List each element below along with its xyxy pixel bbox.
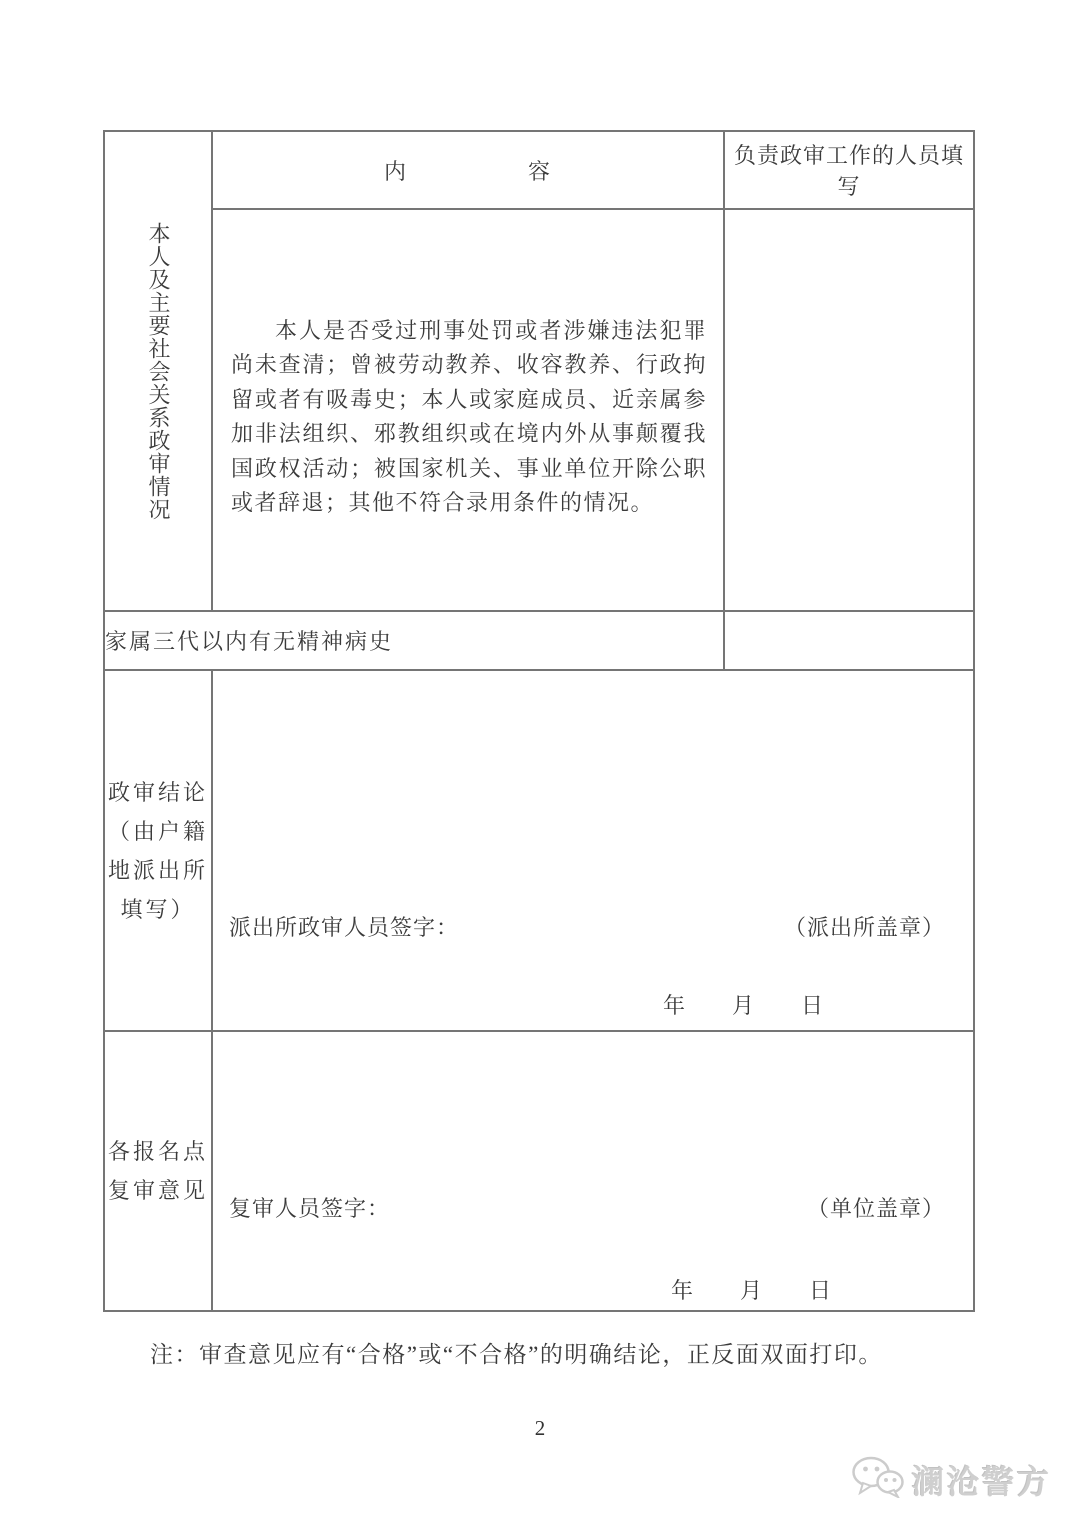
cell-review-side-label: [104, 1031, 212, 1311]
police-seal-label: （派出所盖章）: [783, 915, 945, 940]
cell-personal-side-label: [104, 131, 212, 611]
cell-header-right: [724, 131, 974, 209]
family-history-label: 家属三代以内有无精神病史: [105, 629, 394, 654]
review-side-label: 各报名点 复审意见: [107, 1139, 208, 1203]
watermark: [852, 1456, 1052, 1503]
conclusion-side-label: 政审结论 （由户籍 地派出所 填写）: [107, 779, 208, 922]
personal-review-paragraph: 本人是否受过刑事处罚或者涉嫌违法犯罪尚未查清；曾被劳动教养、收容教养、行政拘留或者有吸毒史；本人或家庭成员、近亲属参加非法组织、邪教组织或在境内外从事颠覆我国政权活动；被国家机关、事业单位开除公职或者辞退；其他不符合录用条件的情况。: [231, 317, 707, 515]
cell-personal-paragraph: [212, 209, 724, 611]
unit-seal-label: （单位盖章）: [806, 1196, 945, 1221]
political-review-table: [103, 130, 975, 1312]
cell-personal-fill-area: [724, 209, 974, 611]
wechat-icon: [852, 1456, 904, 1503]
cell-header-content: [212, 131, 724, 209]
cell-family-history: [104, 611, 724, 670]
footer-note: 注：审查意见应有“合格”或“不合格”的明确结论，正反面双面打印。: [150, 1342, 883, 1367]
review-date-label: 年 月 日: [671, 1278, 833, 1303]
police-date-label: 年 月 日: [663, 993, 825, 1018]
page-number: 2: [534, 1416, 546, 1440]
cell-conclusion-content: [212, 670, 974, 1031]
cell-conclusion-side-label: [104, 670, 212, 1031]
header-content-label: 内 容: [383, 158, 552, 184]
watermark-text: 澜沧警方: [911, 1463, 1052, 1500]
cell-review-content: [212, 1031, 974, 1311]
police-sign-label: 派出所政审人员签字：: [229, 915, 460, 940]
cell-family-fill-area: [724, 611, 974, 670]
reviewer-sign-label: 复审人员签字：: [229, 1196, 391, 1221]
header-right-label: 负责政审工作的人员填写: [733, 143, 964, 199]
personal-side-label: 本人及主要社会关系政审情况: [146, 221, 171, 521]
